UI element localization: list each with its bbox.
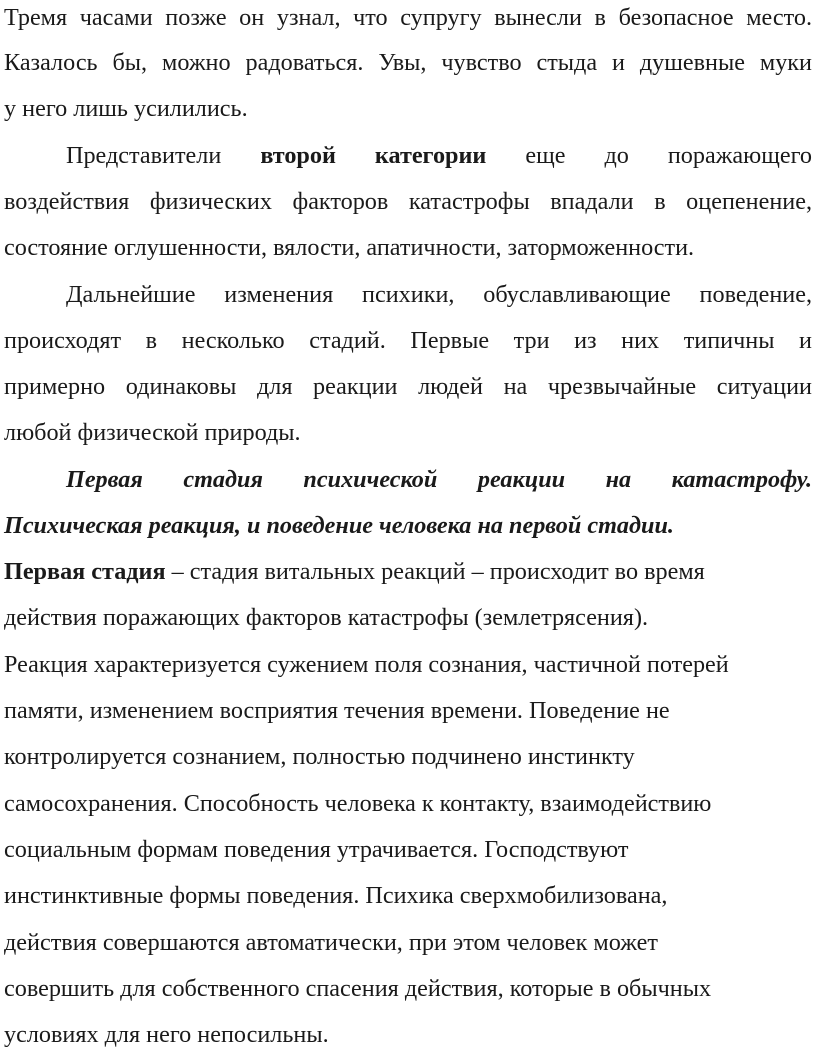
- paragraph-2-trail-text: еще до поражающего: [525, 142, 812, 169]
- paragraph-2-line-3: состояние оглушенности, вялости, апатичности, заторможенности.: [4, 234, 695, 261]
- paragraph-4-line-8: инстинктивные формы поведения. Психика сверхмобилизована,: [4, 882, 668, 909]
- paragraph-3-line-3: примерно одинаковы для реакции людей на чрезвычайные ситуации: [4, 373, 812, 400]
- paragraph-4-line-1: [4, 557, 812, 587]
- paragraph-1-line-1: Тремя часами позже он узнал, что супругу вынесли в безопасное место.: [4, 4, 812, 31]
- paragraph-1-line-3: у него лишь усилились.: [4, 95, 248, 122]
- paragraph-4-line-1-rest: – стадия витальных реакций – происходит во время: [165, 558, 705, 585]
- paragraph-2-line-2: воздействия физических факторов катастрофы впадали в оцепенение,: [4, 188, 812, 215]
- paragraph-4-bold-term: Первая стадия: [4, 558, 166, 585]
- paragraph-4-line-5: контролируется сознанием, полностью подчинено инстинкту: [4, 743, 635, 770]
- paragraph-3-line-2: происходят в несколько стадий. Первые три из них типичны и: [4, 327, 812, 354]
- paragraph-4-line-9: действия совершаются автоматически, при этом человек может: [4, 929, 658, 956]
- paragraph-2-line-1: [4, 141, 812, 171]
- paragraph-2-lead-text: Представители: [66, 142, 222, 169]
- section-heading-line-1: Первая стадия психической реакции на катастрофу.: [66, 466, 812, 493]
- paragraph-3-line-4: любой физической природы.: [4, 419, 301, 446]
- paragraph-4-line-10: совершить для собственного спасения действия, которые в обычных: [4, 975, 712, 1002]
- section-heading-line-2: Психическая реакция, и поведение человека на первой стадии.: [4, 512, 674, 539]
- paragraph-4-line-2: действия поражающих факторов катастрофы (землетрясения).: [4, 604, 649, 631]
- paragraph-2-bold-term: второй категории: [260, 142, 487, 169]
- paragraph-4-line-7: социальным формам поведения утрачивается. Господствуют: [4, 836, 629, 863]
- paragraph-4-line-3: Реакция характеризуется сужением поля сознания, частичной потерей: [4, 651, 729, 678]
- paragraph-4-line-4: памяти, изменением восприятия течения времени. Поведение не: [4, 697, 670, 724]
- paragraph-4-line-11: условиях для него непосильны.: [4, 1021, 329, 1048]
- paragraph-1-line-2: Казалось бы, можно радоваться. Увы, чувство стыда и душевные муки: [4, 49, 812, 76]
- paragraph-4-line-6: самосохранения. Способность человека к контакту, взаимодействию: [4, 790, 712, 817]
- paragraph-3-line-1: Дальнейшие изменения психики, обуславливающие поведение,: [66, 281, 812, 308]
